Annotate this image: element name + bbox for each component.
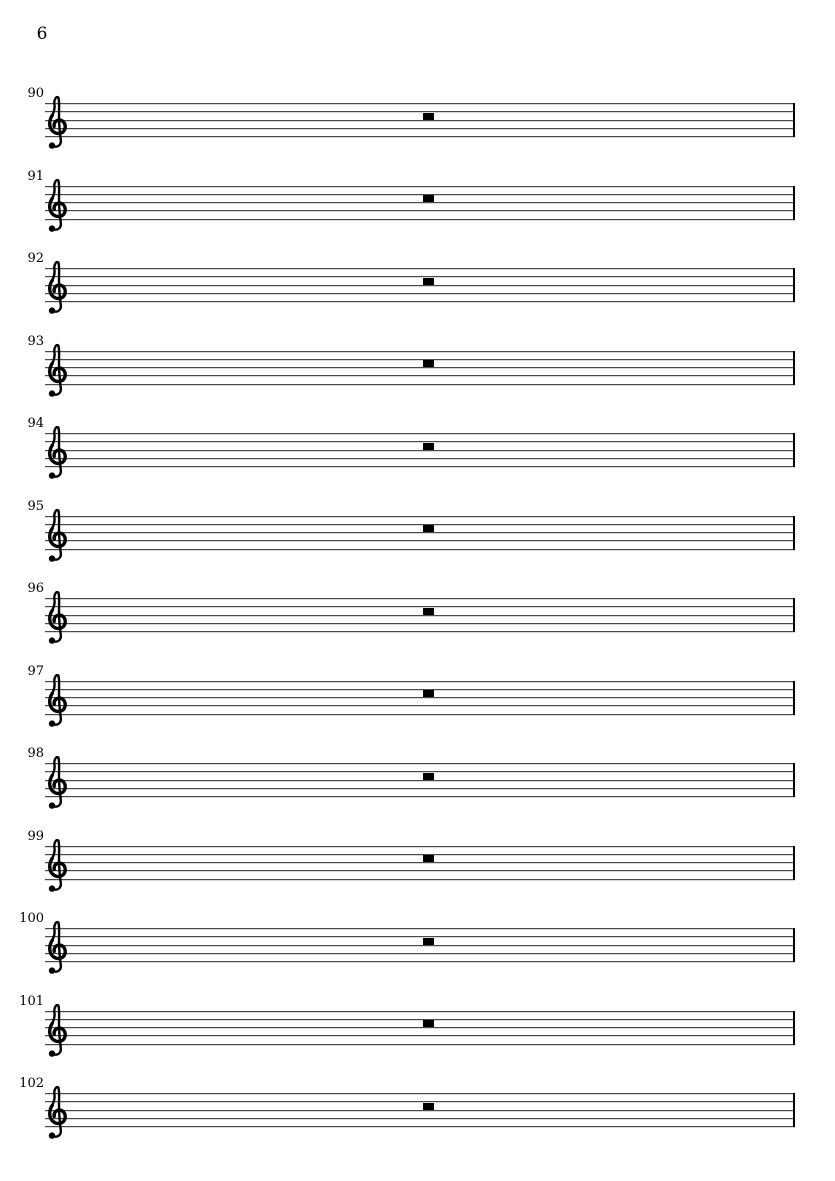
treble-clef-icon	[45, 425, 69, 481]
staff-line	[45, 285, 795, 286]
staff-line	[45, 1035, 795, 1036]
staff-line	[45, 516, 795, 517]
treble-clef-icon	[45, 178, 69, 234]
staff-line	[45, 780, 795, 781]
staff-system	[0, 413, 835, 475]
staff-line	[45, 532, 795, 533]
treble-clef-icon	[45, 838, 69, 894]
staff-system	[0, 166, 835, 228]
staff-system	[0, 826, 835, 888]
treble-clef-icon	[45, 673, 69, 729]
measure-number: 95	[27, 498, 44, 514]
staff-system	[0, 496, 835, 558]
staff-line	[45, 945, 795, 946]
barline	[793, 433, 795, 467]
staff-line	[45, 375, 795, 376]
barline	[793, 268, 795, 302]
staff-line	[45, 879, 795, 880]
staff-line	[45, 854, 795, 855]
whole-rest-icon	[423, 690, 434, 697]
whole-rest-icon	[423, 195, 434, 202]
staff-line	[45, 128, 795, 129]
staff-line	[45, 1110, 795, 1111]
staff-line	[45, 136, 795, 137]
staff-system	[0, 1073, 835, 1135]
staff-line	[45, 367, 795, 368]
staff-line	[45, 458, 795, 459]
barline	[793, 598, 795, 632]
staff-line	[45, 450, 795, 451]
staff-line	[45, 953, 795, 954]
staff-lines	[45, 681, 795, 715]
staff-line	[45, 771, 795, 772]
measure-number: 94	[27, 416, 44, 431]
whole-rest-icon	[423, 113, 434, 120]
staff-system	[0, 83, 835, 145]
staff-line	[45, 1093, 795, 1094]
staff-line	[45, 705, 795, 706]
whole-rest-icon	[423, 278, 434, 285]
staff-system	[0, 991, 835, 1053]
staff-line	[45, 351, 795, 352]
staff-lines	[45, 433, 795, 467]
measure-number: 92	[27, 251, 44, 266]
barline	[793, 763, 795, 797]
staff-line	[45, 615, 795, 616]
staff-lines	[45, 351, 795, 385]
whole-rest-icon	[423, 1020, 434, 1027]
measure-number: 97	[27, 663, 44, 679]
staff-lines	[45, 1093, 795, 1127]
staff-lines	[45, 763, 795, 797]
staff-line	[45, 1118, 795, 1119]
staff-line	[45, 763, 795, 764]
treble-clef-icon	[45, 343, 69, 399]
staff-line	[45, 870, 795, 871]
staff-line	[45, 631, 795, 632]
staff-system	[0, 743, 835, 805]
whole-rest-icon	[423, 443, 434, 450]
treble-clef-icon	[45, 1085, 69, 1141]
whole-rest-icon	[423, 773, 434, 780]
staff-lines	[45, 103, 795, 137]
measure-number: 101	[19, 993, 44, 1009]
staff-line	[45, 210, 795, 211]
staff-lines	[45, 268, 795, 302]
staff-line	[45, 623, 795, 624]
barline	[793, 1011, 795, 1045]
measure-number: 102	[19, 1076, 44, 1091]
staff-line	[45, 441, 795, 442]
staff-line	[45, 111, 795, 112]
staff-lines	[45, 516, 795, 550]
whole-rest-icon	[423, 855, 434, 862]
measure-number: 96	[27, 581, 44, 596]
barline	[793, 928, 795, 962]
staff-lines	[45, 1011, 795, 1045]
staff-line	[45, 1126, 795, 1127]
staff-system	[0, 908, 835, 970]
whole-rest-icon	[423, 360, 434, 367]
measure-number: 93	[27, 333, 44, 349]
treble-clef-icon	[45, 590, 69, 646]
staff-line	[45, 549, 795, 550]
measure-number: 91	[27, 168, 44, 184]
barline	[793, 186, 795, 220]
staff-line	[45, 219, 795, 220]
staff-line	[45, 103, 795, 104]
treble-clef-icon	[45, 920, 69, 976]
staff-lines	[45, 928, 795, 962]
staff-line	[45, 120, 795, 121]
staff-lines	[45, 846, 795, 880]
staff-line	[45, 961, 795, 962]
barline	[793, 846, 795, 880]
staff-line	[45, 524, 795, 525]
staff-line	[45, 1027, 795, 1028]
measure-number: 100	[19, 911, 44, 926]
whole-rest-icon	[423, 608, 434, 615]
measure-number: 98	[27, 746, 44, 761]
staff-line	[45, 384, 795, 385]
measure-number: 99	[27, 828, 44, 844]
whole-rest-icon	[423, 1103, 434, 1110]
staff-line	[45, 796, 795, 797]
staff-line	[45, 276, 795, 277]
whole-rest-icon	[423, 938, 434, 945]
staff-line	[45, 268, 795, 269]
treble-clef-icon	[45, 260, 69, 316]
staff-line	[45, 606, 795, 607]
staff-line	[45, 846, 795, 847]
staff-line	[45, 186, 795, 187]
staff-line	[45, 689, 795, 690]
page-number: 6	[36, 24, 48, 44]
staff-line	[45, 697, 795, 698]
staff-line	[45, 301, 795, 302]
staff-line	[45, 788, 795, 789]
staff-line	[45, 928, 795, 929]
staff-line	[45, 293, 795, 294]
staff-line	[45, 1044, 795, 1045]
staff-system	[0, 331, 835, 393]
staff-line	[45, 714, 795, 715]
whole-rest-icon	[423, 525, 434, 532]
staff-line	[45, 359, 795, 360]
staff-line	[45, 433, 795, 434]
staff-line	[45, 681, 795, 682]
staff-line	[45, 1019, 795, 1020]
staff-line	[45, 598, 795, 599]
staff-line	[45, 1011, 795, 1012]
treble-clef-icon	[45, 755, 69, 811]
staff-line	[45, 936, 795, 937]
staff-line	[45, 202, 795, 203]
staff-lines	[45, 598, 795, 632]
staff-system	[0, 661, 835, 723]
staff-lines	[45, 186, 795, 220]
staff-line	[45, 540, 795, 541]
barline	[793, 516, 795, 550]
barline	[793, 103, 795, 137]
staff-line	[45, 1101, 795, 1102]
staff-line	[45, 862, 795, 863]
staff-system	[0, 248, 835, 310]
barline	[793, 681, 795, 715]
barline	[793, 1093, 795, 1127]
treble-clef-icon	[45, 95, 69, 151]
staff-line	[45, 466, 795, 467]
measure-number: 90	[27, 86, 44, 101]
treble-clef-icon	[45, 508, 69, 564]
staff-line	[45, 194, 795, 195]
staff-system	[0, 578, 835, 640]
treble-clef-icon	[45, 1003, 69, 1059]
barline	[793, 351, 795, 385]
